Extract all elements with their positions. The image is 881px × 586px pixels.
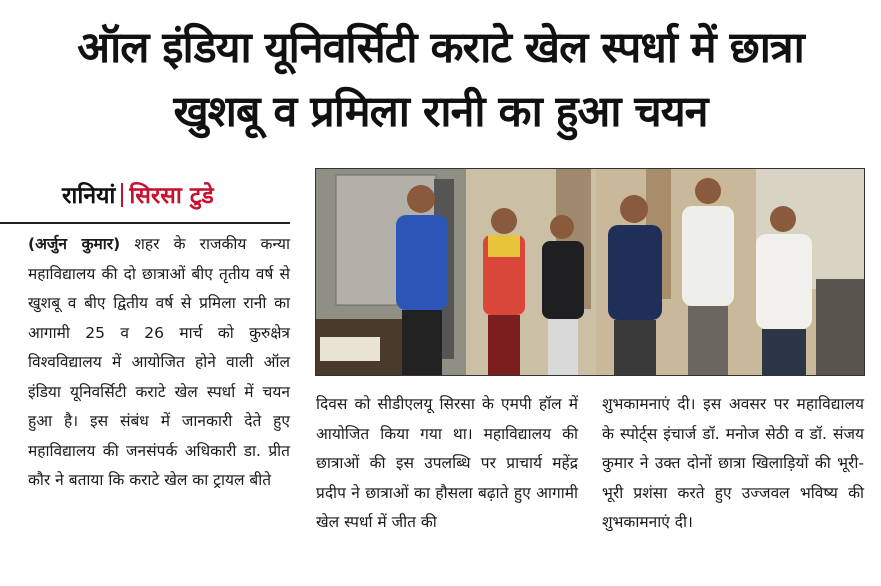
article-column-3 (602, 390, 864, 538)
article-col1-text: शहर के राजकीय कन्या महाविद्यालय की दो छात्राओं बीए तृतीय वर्ष से खुशबू व बीए द्वितीय वर्ष से प्रमिला रानी का आगामी 25 व 26 मार्च को कुरुक्षेत्र विश्वविद्यालय में आयोजित होने वाली ऑल इंडिया यूनिवर्सिटी कराटे खेल स्पर्धा में चयन हुआ है। इस संबंध में जानकारी देते हुए महाविद्यालय की जनसंपर्क अधिकारी डा. प्रीत कौर ने बताया कि कराटे खेल का ट्रायल बीते (28, 235, 290, 489)
byline-rule (0, 222, 290, 224)
byline-separator (121, 183, 123, 207)
headline-line-2: खुशबू व प्रमिला रानी का हुआ चयन (173, 87, 708, 137)
headline (0, 20, 881, 140)
article-author: (अर्जुन कुमार) (28, 235, 121, 253)
byline-paper: सिरसा टुडे (129, 183, 214, 209)
article-col3-text: शुभकामनाएं दी। इस अवसर पर महाविद्यालय के स्पोर्ट्स इंचार्ज डॉ. मनोज सेठी व डॉ. संजय कुमार ने उक्त दोनों छात्रा खिलाड़ियों की भूरी-भूरी प्रशंसा करते हुए उज्जवल भविष्य की शुभकामनाएं दी। (602, 395, 864, 531)
headline-line-1: ऑल इंडिया यूनिवर्सिटी कराटे खेल स्पर्धा में छात्रा (77, 23, 804, 73)
byline (62, 178, 214, 210)
byline-place: रानियां (62, 183, 116, 209)
news-photo (315, 168, 865, 376)
article-column-2 (316, 390, 578, 538)
news-photo-illustration (316, 169, 864, 375)
article-col2-text: दिवस को सीडीएलयू सिरसा के एमपी हॉल में आयोजित किया गया था। महाविद्यालय की छात्राओं की इस उपलब्धि पर प्राचार्य महेंद्र प्रदीप ने छात्राओं का हौसला बढ़ाते हुए आगामी खेल स्पर्धा में जीत की (316, 395, 578, 531)
article-column-1 (28, 230, 290, 496)
